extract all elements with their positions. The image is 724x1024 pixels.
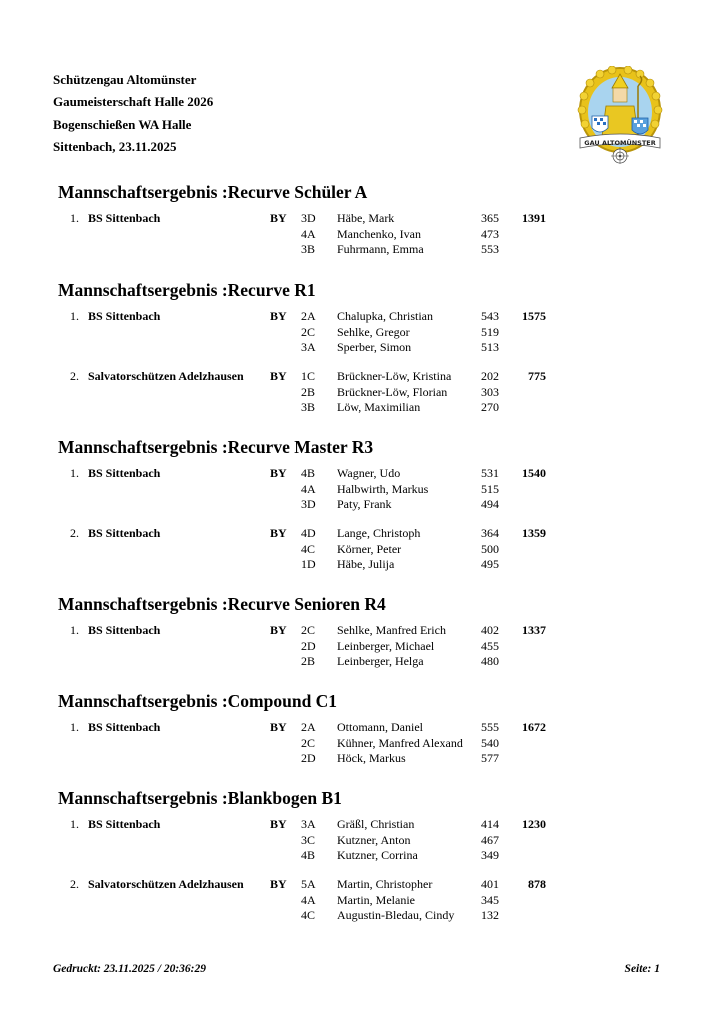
member-row	[58, 309, 618, 324]
team-state: BY	[270, 623, 287, 637]
discipline-title: Bogenschießen WA Halle	[53, 117, 192, 132]
member-name: Leinberger, Helga	[337, 654, 424, 668]
team-rank: 1.	[70, 211, 79, 225]
member-name: Höck, Markus	[337, 751, 406, 765]
team-list	[58, 623, 618, 669]
team-rank: 1.	[70, 623, 79, 637]
team-state: BY	[270, 309, 287, 323]
team-name: BS Sittenbach	[88, 211, 161, 225]
team-result-section	[58, 594, 618, 669]
member-row	[58, 848, 618, 863]
section-title: Mannschaftsergebnis :Recurve Schüler A	[58, 182, 368, 202]
team-result-section	[58, 280, 618, 415]
team-state: BY	[270, 526, 287, 540]
member-score: 402	[481, 623, 499, 637]
team-name: BS Sittenbach	[88, 466, 161, 480]
member-score: 345	[481, 892, 499, 907]
member-row	[58, 893, 618, 908]
team-entry	[58, 309, 618, 355]
team-total: 1540	[522, 466, 546, 480]
member-score: 543	[481, 309, 499, 323]
member-score: 515	[481, 481, 499, 496]
member-row	[58, 466, 618, 481]
member-row	[58, 736, 618, 751]
team-name: BS Sittenbach	[88, 526, 161, 540]
member-position: 3B	[301, 400, 316, 414]
member-score: 132	[481, 908, 499, 922]
team-state: BY	[270, 817, 287, 831]
member-position: 2C	[301, 735, 316, 750]
team-entry	[58, 211, 618, 257]
member-name: Gräßl, Christian	[337, 817, 415, 831]
team-list	[58, 309, 618, 415]
member-name: Löw, Maximilian	[337, 400, 421, 414]
team-total: 775	[528, 369, 546, 383]
member-score: 540	[481, 735, 499, 750]
member-position: 4A	[301, 481, 316, 496]
member-score: 202	[481, 369, 499, 383]
member-row	[58, 400, 618, 415]
member-score: 303	[481, 384, 499, 399]
team-state: BY	[270, 211, 287, 225]
member-row	[58, 526, 618, 541]
team-state: BY	[270, 720, 287, 734]
member-position: 2D	[301, 638, 316, 653]
member-position: 2A	[301, 720, 316, 734]
member-row	[58, 482, 618, 497]
member-row	[58, 623, 618, 638]
member-row	[58, 497, 618, 512]
team-list	[58, 720, 618, 766]
member-score: 349	[481, 848, 499, 862]
member-position: 3D	[301, 497, 316, 511]
member-row	[58, 720, 618, 735]
team-total: 1672	[522, 720, 546, 734]
member-position: 2A	[301, 309, 316, 323]
gau-altomuenster-crest-icon	[576, 66, 664, 164]
member-row	[58, 654, 618, 669]
member-row	[58, 542, 618, 557]
member-name: Körner, Peter	[337, 541, 402, 556]
member-position: 2C	[301, 623, 316, 637]
team-state: BY	[270, 369, 287, 383]
team-rank: 1.	[70, 720, 79, 734]
team-list	[58, 817, 618, 923]
member-row	[58, 340, 618, 355]
member-name: Häbe, Julija	[337, 557, 395, 571]
section-title: Mannschaftsergebnis :Recurve Senioren R4	[58, 594, 386, 614]
member-row	[58, 385, 618, 400]
member-score: 473	[481, 226, 499, 241]
team-entry	[58, 526, 618, 572]
member-score: 494	[481, 497, 499, 511]
member-score: 480	[481, 654, 499, 668]
team-result-section	[58, 691, 618, 766]
championship-title: Gaumeisterschaft Halle 2026	[53, 94, 214, 109]
team-rank: 1.	[70, 466, 79, 480]
section-title: Mannschaftsergebnis :Recurve R1	[58, 280, 316, 300]
member-position: 5A	[301, 877, 316, 891]
member-position: 3A	[301, 817, 316, 831]
member-name: Leinberger, Michael	[337, 638, 435, 653]
member-score: 555	[481, 720, 499, 734]
member-score: 401	[481, 877, 499, 891]
team-state: BY	[270, 466, 287, 480]
team-rank: 2.	[70, 526, 79, 540]
member-position: 4B	[301, 466, 316, 480]
member-row	[58, 877, 618, 892]
member-position: 4D	[301, 526, 316, 540]
team-name: BS Sittenbach	[88, 623, 161, 637]
member-row	[58, 908, 618, 923]
member-position: 2C	[301, 324, 316, 339]
member-position: 1C	[301, 369, 316, 383]
team-total: 878	[528, 877, 546, 891]
member-row	[58, 369, 618, 384]
member-position: 2B	[301, 384, 316, 399]
member-row	[58, 325, 618, 340]
team-entry	[58, 623, 618, 669]
member-position: 2B	[301, 654, 316, 668]
section-title: Mannschaftsergebnis :Blankbogen B1	[58, 788, 342, 808]
member-name: Augustin-Bledau, Cindy	[337, 908, 455, 922]
team-list	[58, 211, 618, 257]
member-score: 414	[481, 817, 499, 831]
member-row	[58, 227, 618, 242]
section-title: Mannschaftsergebnis :Recurve Master R3	[58, 437, 374, 457]
team-list	[58, 466, 618, 572]
team-entry	[58, 466, 618, 512]
member-name: Chalupka, Christian	[337, 309, 433, 323]
member-position: 3D	[301, 211, 316, 225]
member-row	[58, 833, 618, 848]
team-name: Salvatorschützen Adelzhausen	[88, 877, 244, 891]
member-name: Paty, Frank	[337, 497, 392, 511]
team-entry	[58, 720, 618, 766]
member-name: Sehlke, Manfred Erich	[337, 623, 446, 637]
member-score: 500	[481, 541, 499, 556]
member-row	[58, 639, 618, 654]
team-rank: 2.	[70, 369, 79, 383]
team-total: 1359	[522, 526, 546, 540]
member-score: 513	[481, 340, 499, 354]
member-position: 3B	[301, 242, 316, 256]
member-position: 4B	[301, 848, 316, 862]
section-title: Mannschaftsergebnis :Compound C1	[58, 691, 338, 711]
member-name: Häbe, Mark	[337, 211, 395, 225]
member-score: 519	[481, 324, 499, 339]
page-number: Seite: 1	[624, 963, 660, 975]
team-total: 1337	[522, 623, 546, 637]
member-name: Martin, Christopher	[337, 877, 433, 891]
member-name: Wagner, Udo	[337, 466, 401, 480]
member-row	[58, 242, 618, 257]
team-state: BY	[270, 877, 287, 891]
member-name: Sperber, Simon	[337, 340, 412, 354]
member-position: 4C	[301, 908, 316, 922]
member-name: Kühner, Manfred Alexand	[337, 735, 463, 750]
member-name: Ottomann, Daniel	[337, 720, 423, 734]
member-name: Sehlke, Gregor	[337, 324, 410, 339]
location-date: Sittenbach, 23.11.2025	[53, 139, 177, 154]
member-score: 467	[481, 832, 499, 847]
member-name: Manchenko, Ivan	[337, 226, 421, 241]
member-name: Fuhrmann, Emma	[337, 242, 424, 256]
member-name: Kutzner, Corrina	[337, 848, 418, 862]
team-result-section	[58, 437, 618, 572]
organization-name: Schützengau Altomünster	[53, 72, 197, 87]
member-score: 455	[481, 638, 499, 653]
member-score: 577	[481, 751, 499, 765]
member-position: 1D	[301, 557, 316, 571]
member-score: 364	[481, 526, 499, 540]
member-name: Brückner-Löw, Florian	[337, 384, 448, 399]
member-position: 4C	[301, 541, 316, 556]
team-rank: 1.	[70, 309, 79, 323]
team-result-section	[58, 788, 618, 923]
member-score: 495	[481, 557, 499, 571]
member-score: 365	[481, 211, 499, 225]
team-total: 1391	[522, 211, 546, 225]
team-name: Salvatorschützen Adelzhausen	[88, 369, 244, 383]
printed-timestamp: Gedruckt: 23.11.2025 / 20:36:29	[53, 963, 207, 975]
member-position: 4A	[301, 226, 316, 241]
member-name: Kutzner, Anton	[337, 832, 411, 847]
member-score: 270	[481, 400, 499, 414]
team-total: 1575	[522, 309, 546, 323]
team-entry	[58, 817, 618, 863]
member-position: 2D	[301, 751, 316, 765]
member-name: Brückner-Löw, Kristina	[337, 369, 452, 383]
member-row	[58, 817, 618, 832]
member-position: 3C	[301, 832, 316, 847]
team-name: BS Sittenbach	[88, 309, 161, 323]
member-position: 3A	[301, 340, 316, 354]
logo-text: GAU ALTOMÜNSTER	[584, 139, 656, 147]
team-total: 1230	[522, 817, 546, 831]
member-name: Martin, Melanie	[337, 892, 415, 907]
member-name: Lange, Christoph	[337, 526, 421, 540]
member-score: 531	[481, 466, 499, 480]
team-entry	[58, 877, 618, 923]
team-rank: 2.	[70, 877, 79, 891]
team-result-section	[58, 182, 618, 257]
team-entry	[58, 369, 618, 415]
team-rank: 1.	[70, 817, 79, 831]
member-row	[58, 211, 618, 226]
member-name: Halbwirth, Markus	[337, 481, 429, 496]
member-row	[58, 557, 618, 572]
member-row	[58, 751, 618, 766]
team-name: BS Sittenbach	[88, 817, 161, 831]
member-score: 553	[481, 242, 499, 256]
member-position: 4A	[301, 892, 316, 907]
team-name: BS Sittenbach	[88, 720, 161, 734]
